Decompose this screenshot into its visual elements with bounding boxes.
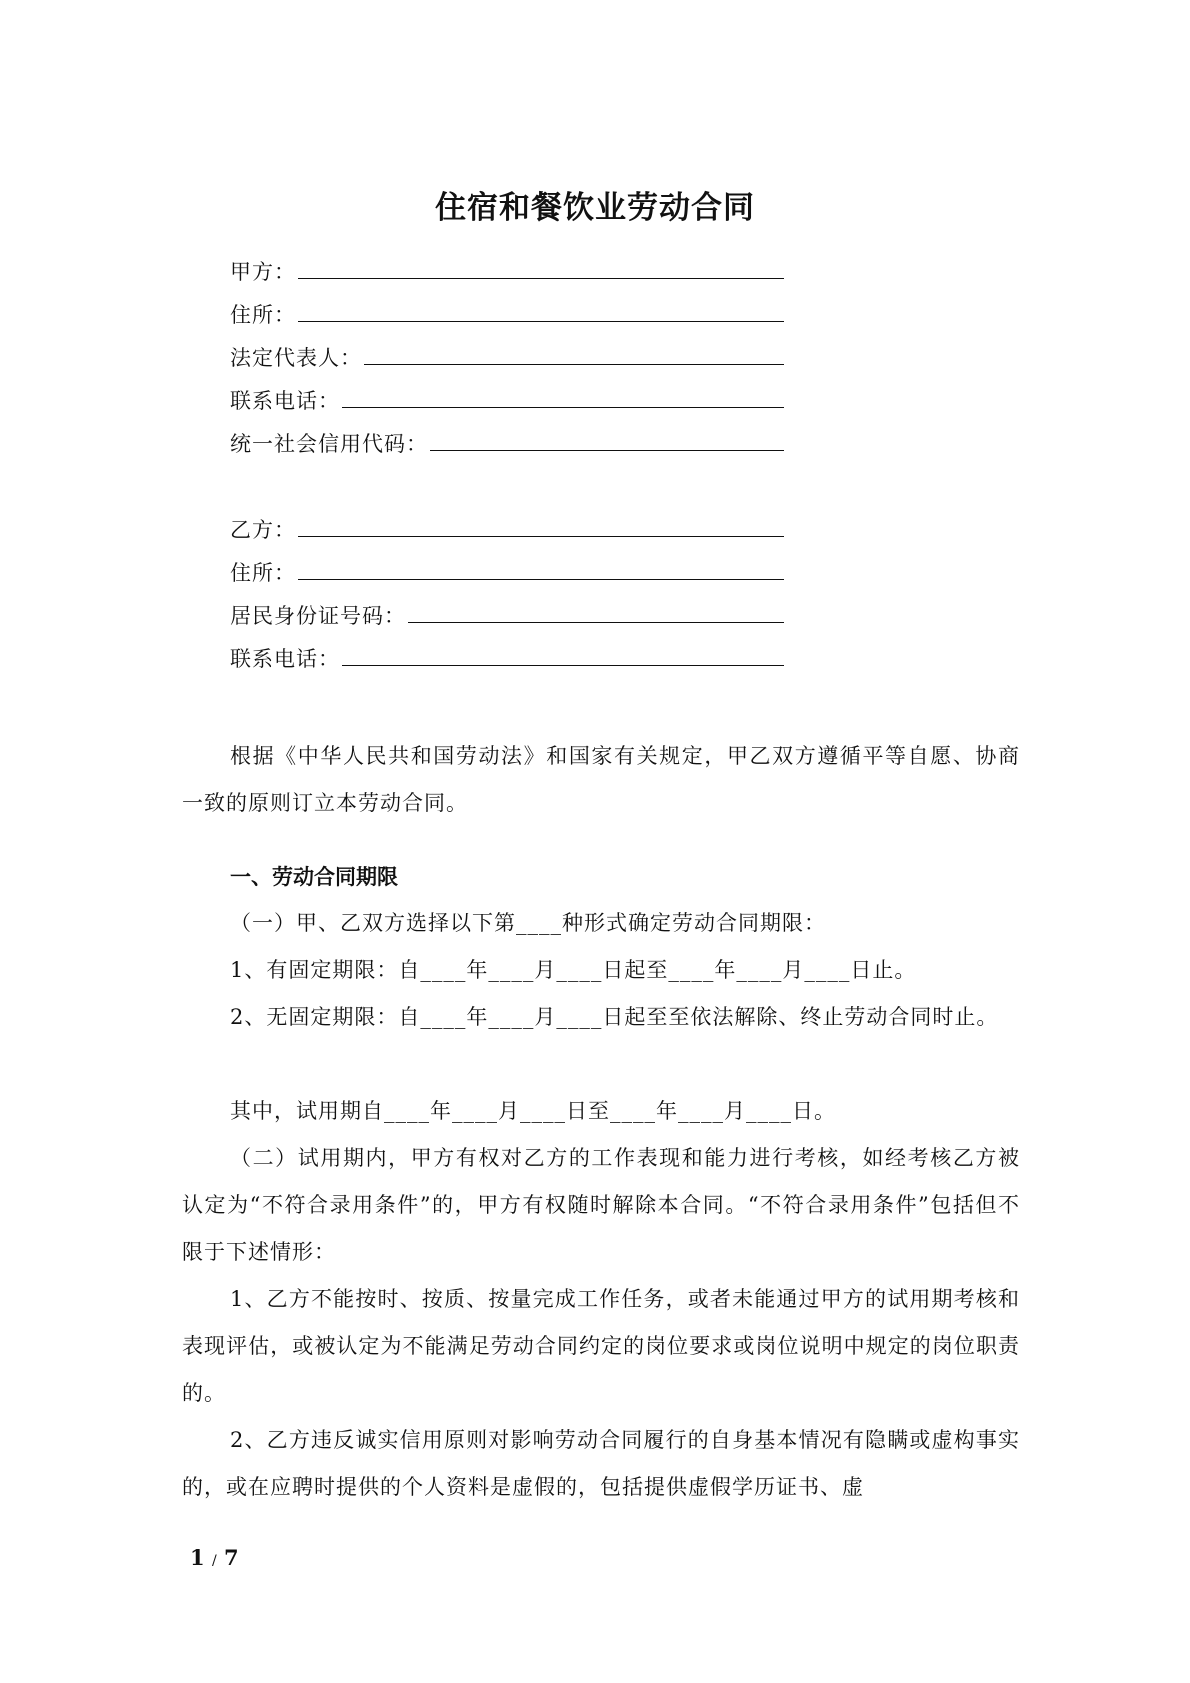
party-a-address-label: 住所： bbox=[230, 303, 296, 327]
page-current: 1 bbox=[190, 1545, 205, 1570]
party-a-phone-label: 联系电话： bbox=[230, 389, 340, 413]
party-b-id-field bbox=[230, 601, 784, 631]
party-b-id-label: 居民身份证号码： bbox=[230, 604, 406, 628]
page-number bbox=[190, 1545, 239, 1570]
party-b-id-blank bbox=[408, 602, 784, 623]
party-a-legal-rep-label: 法定代表人： bbox=[230, 346, 362, 370]
party-b-phone-field bbox=[230, 644, 784, 674]
party-a-credit-code-blank bbox=[430, 430, 784, 451]
party-b-name-label: 乙方： bbox=[230, 518, 296, 542]
open-term-paragraph: 2、无固定期限：自____年____月____日起至至依法解除、终止劳动合同时止。 bbox=[230, 1005, 999, 1029]
party-b-address-field bbox=[230, 558, 784, 588]
page-separator: / bbox=[211, 1553, 217, 1569]
probation-paragraph: 其中，试用期自____年____月____日至____年____月____日。 bbox=[230, 1099, 836, 1123]
party-a-phone-field bbox=[230, 386, 784, 416]
party-a-name-field bbox=[230, 257, 784, 287]
party-b-name-field bbox=[230, 515, 784, 545]
page-total: 7 bbox=[223, 1545, 239, 1570]
party-a-phone-blank bbox=[342, 387, 784, 408]
party-b-address-label: 住所： bbox=[230, 561, 296, 585]
party-a-legal-rep-field bbox=[230, 343, 784, 373]
party-a-credit-code-label: 统一社会信用代码： bbox=[230, 432, 428, 456]
party-a-address-blank bbox=[298, 301, 784, 322]
probation-assessment-paragraph: （二）试用期内，甲方有权对乙方的工作表现和能力进行考核，如经考核乙方被认定为“不符合录用条件”的，甲方有权随时解除本合同。“不符合录用条件”包括但不限于下述情形： bbox=[182, 1146, 1020, 1264]
clause-1-paragraph: 1、乙方不能按时、按质、按量完成工作任务，或者未能通过甲方的试用期考核和表现评估，或被认定为不能满足劳动合同约定的岗位要求或岗位说明中规定的岗位职责的。 bbox=[182, 1287, 1020, 1405]
document-title: 住宿和餐饮业劳动合同 bbox=[435, 190, 755, 226]
party-b-phone-label: 联系电话： bbox=[230, 647, 340, 671]
clause-2-paragraph: 2、乙方违反诚实信用原则对影响劳动合同履行的自身基本情况有隐瞒或虚构事实的，或在应聘时提供的个人资料是虚假的，包括提供虚假学历证书、虚 bbox=[182, 1428, 1020, 1499]
term-option-paragraph: （一）甲、乙双方选择以下第____种形式确定劳动合同期限： bbox=[230, 911, 826, 935]
intro-paragraph: 根据《中华人民共和国劳动法》和国家有关规定，甲乙双方遵循平等自愿、协商一致的原则订立本劳动合同。 bbox=[182, 744, 1020, 815]
party-a-credit-code-field bbox=[230, 429, 784, 459]
party-b-address-blank bbox=[298, 559, 784, 580]
fixed-term-paragraph: 1、有固定期限：自____年____月____日起至____年____月____日止。 bbox=[230, 958, 917, 982]
party-b-name-blank bbox=[298, 516, 784, 537]
party-a-legal-rep-blank bbox=[364, 344, 784, 365]
party-a-address-field bbox=[230, 300, 784, 330]
party-b-phone-blank bbox=[342, 645, 784, 666]
party-a-name-blank bbox=[298, 258, 784, 279]
section-heading: 一、劳动合同期限 bbox=[230, 865, 398, 889]
party-a-name-label: 甲方： bbox=[230, 260, 296, 284]
